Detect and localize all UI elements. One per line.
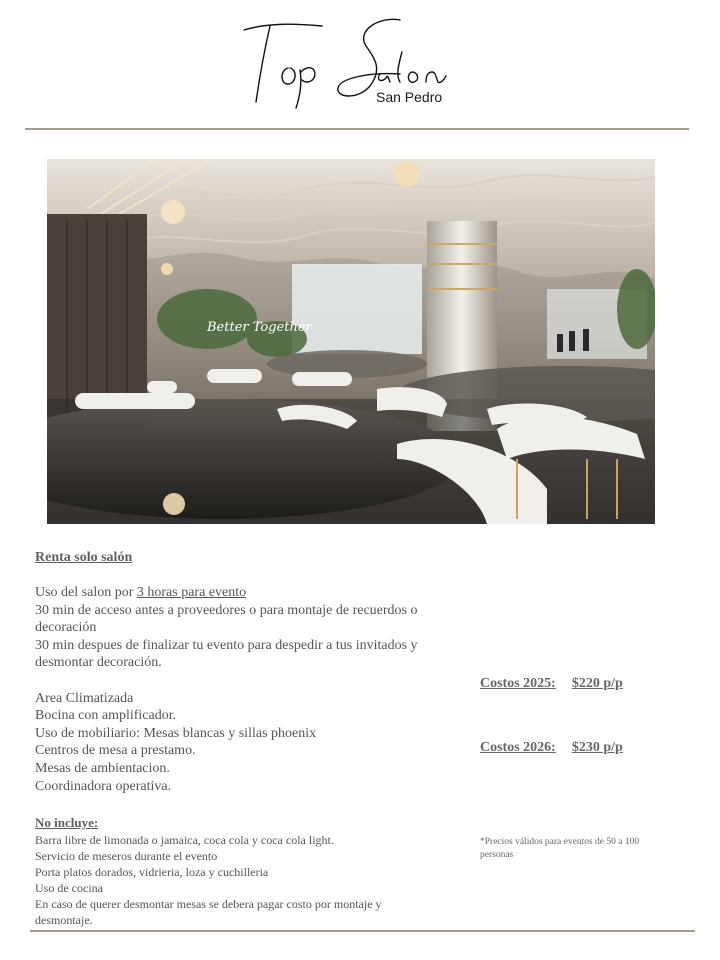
- exclusion-item: Barra libre de limonada o jamaica, coca cola y coca cola light.: [35, 833, 334, 847]
- cost-2025-label: Costos 2025:: [480, 676, 556, 691]
- section-title: Renta solo salón: [35, 550, 133, 565]
- exclusion-item: desmontaje.: [35, 913, 93, 927]
- exclusion-item: Porta platos dorados, vidrieria, loza y cuchilleria: [35, 865, 269, 879]
- exclusions-title: No incluye:: [35, 815, 99, 830]
- features-list: [35, 584, 455, 795]
- neon-sign: Better Together: [207, 320, 312, 335]
- feature-line: Mesas de ambientacion.: [35, 760, 170, 776]
- feature-line: decoración: [35, 620, 97, 636]
- price-note: *Precios válidos para eventos de 50 a 100 personas: [480, 837, 640, 860]
- exclusion-item: Servicio de meseros durante el evento: [35, 849, 218, 863]
- cost-2025: [480, 676, 623, 692]
- feature-line: 30 min de acceso antes a proveedores o para montaje de recuerdos o: [35, 602, 418, 618]
- spacer: [35, 672, 455, 690]
- header-divider: [25, 128, 689, 130]
- cost-2026-price: $230 p/p: [571, 740, 623, 755]
- cost-2026-label: Costos 2026:: [480, 740, 556, 755]
- logo-subtitle: San Pedro: [376, 89, 443, 105]
- exclusion-item: Uso de cocina: [35, 881, 103, 895]
- feature-line: Bocina con amplificador.: [35, 708, 177, 724]
- duration-highlight: 3 horas para evento: [136, 585, 247, 600]
- exclusion-item: En caso de querer desmontar mesas se debera pagar costo por montaje y: [35, 897, 382, 911]
- cost-2026: [480, 740, 623, 756]
- feature-line: Uso de mobiliario: Mesas blancas y sillas phoenix: [35, 725, 317, 741]
- logo: [230, 12, 470, 112]
- feature-line: Area Climatizada: [35, 690, 134, 706]
- duration-prefix: Uso del salon por: [35, 585, 137, 600]
- venue-photo: [47, 159, 655, 524]
- duration-line: [35, 584, 455, 602]
- venue-interior-illustration: [47, 159, 655, 524]
- exclusions-list: [35, 832, 455, 928]
- feature-line: desmontar decoración.: [35, 655, 162, 671]
- feature-line: Coordinadora operativa.: [35, 778, 172, 794]
- feature-line: 30 min despues de finalizar tu evento para despedir a tus invitados y: [35, 637, 418, 653]
- cost-2025-price: $220 p/p: [571, 676, 623, 691]
- footer-divider: [30, 930, 695, 932]
- feature-line: Centros de mesa a prestamo.: [35, 743, 196, 759]
